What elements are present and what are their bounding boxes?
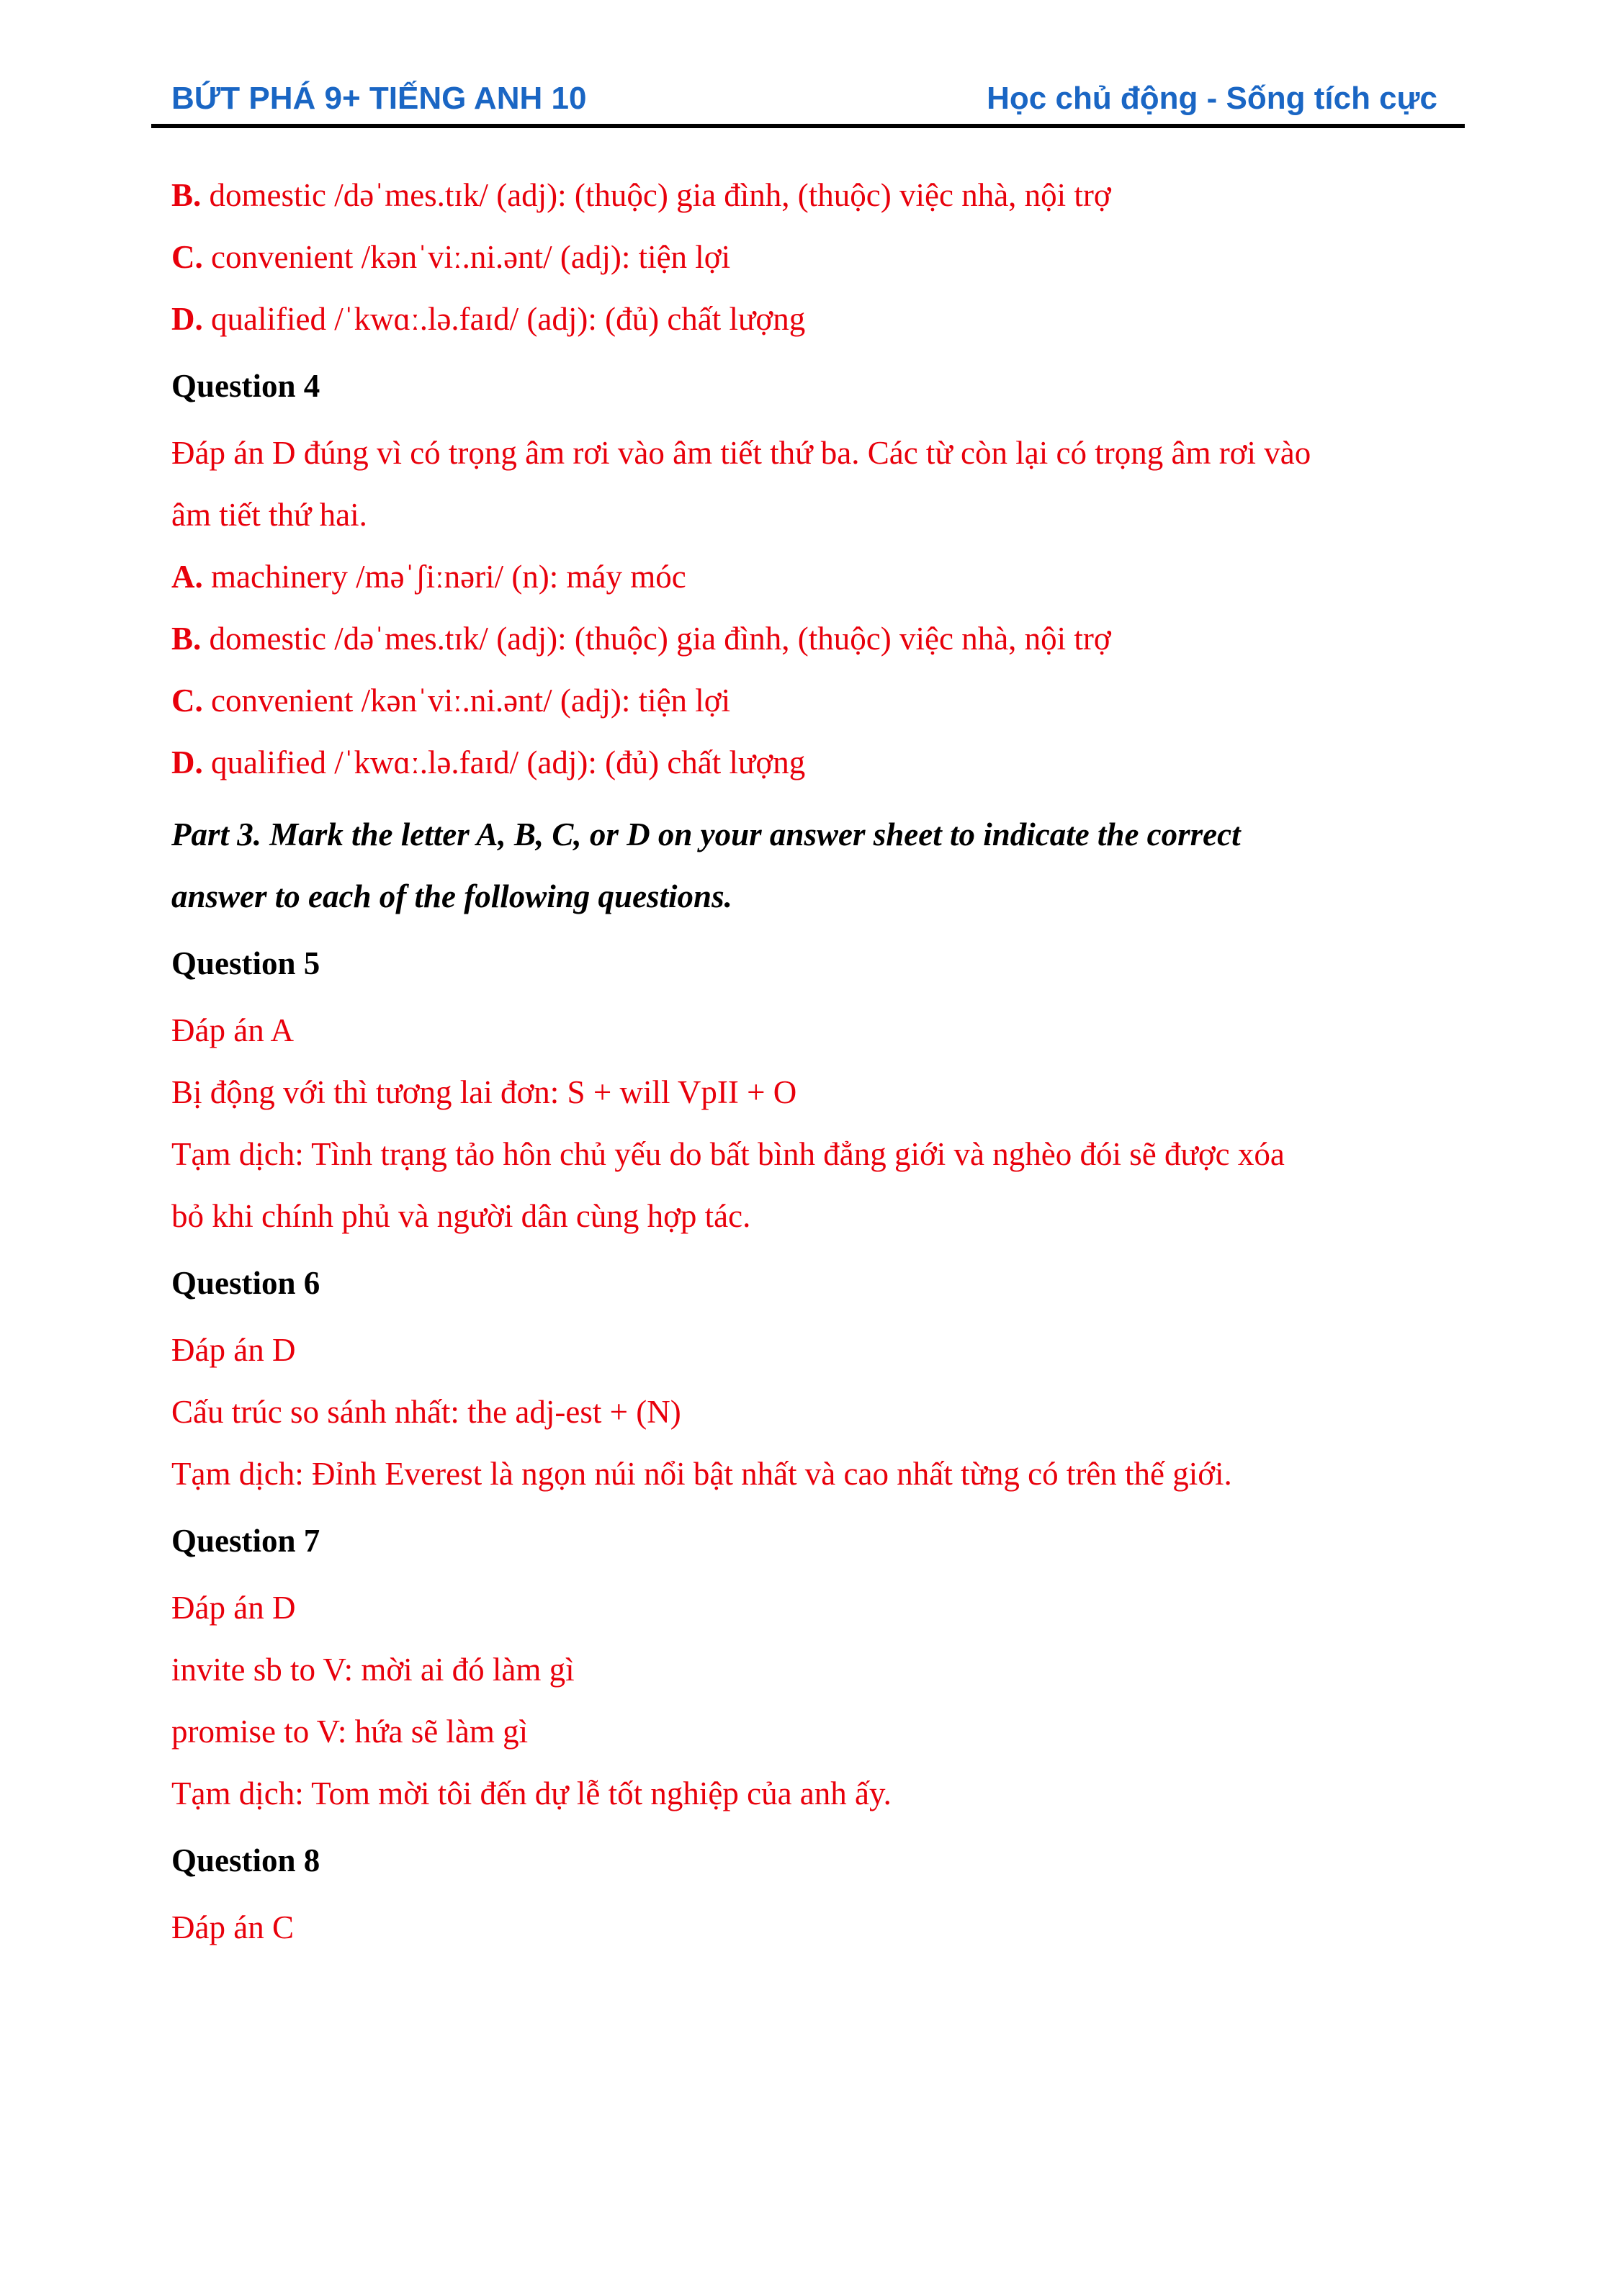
q4-explanation: Đáp án D đúng vì có trọng âm rơi vào âm tiết thứ ba. Các từ còn lại có trọng âm rơi vào — [171, 435, 1311, 471]
option-b: B. domestic /dəˈmes.tɪk/ (adj): (thuộc) gia đình, (thuộc) việc nhà, nội trợ — [171, 177, 1111, 213]
q4-option-c: C. convenient /kənˈviː.ni.ənt/ (adj): tiện lợi — [171, 683, 731, 719]
q7-grammar-invite: invite sb to V: mời ai đó làm gì — [171, 1652, 575, 1688]
question-5-title: Question 5 — [171, 945, 320, 981]
q4-option-d: D. qualified /ˈkwɑː.lə.faɪd/ (adj): (đủ) chất lượng — [171, 744, 806, 780]
part-3-instruction-cont: answer to each of the following questions. — [171, 878, 732, 914]
q5-answer: Đáp án A — [171, 1012, 294, 1048]
q7-answer: Đáp án D — [171, 1590, 296, 1626]
q7-grammar-promise: promise to V: hứa sẽ làm gì — [171, 1714, 529, 1750]
option-d: D. qualified /ˈkwɑː.lə.faɪd/ (adj): (đủ) chất lượng — [171, 301, 806, 337]
q5-grammar: Bị động với thì tương lai đơn: S + will VpII + O — [171, 1074, 797, 1110]
header-slogan: Học chủ động - Sống tích cực — [987, 81, 1437, 116]
q7-translation: Tạm dịch: Tom mời tôi đến dự lễ tốt nghiệp của anh ấy. — [171, 1775, 892, 1811]
q5-translation: Tạm dịch: Tình trạng tảo hôn chủ yếu do bất bình đẳng giới và nghèo đói sẽ được xóa — [171, 1136, 1285, 1172]
question-4-title: Question 4 — [171, 368, 320, 404]
option-c: C. convenient /kənˈviː.ni.ənt/ (adj): tiện lợi — [171, 239, 731, 275]
q4-option-b: B. domestic /dəˈmes.tɪk/ (adj): (thuộc) gia đình, (thuộc) việc nhà, nội trợ — [171, 621, 1111, 657]
document-body — [171, 164, 1446, 1958]
question-8-title: Question 8 — [171, 1842, 320, 1878]
q6-answer: Đáp án D — [171, 1332, 296, 1368]
header-title: BỨT PHÁ 9+ TIẾNG ANH 10 — [171, 81, 587, 116]
q8-answer: Đáp án C — [171, 1909, 294, 1945]
q4-option-a: A. machinery /məˈʃiːnəri/ (n): máy móc — [171, 559, 686, 595]
question-7-title: Question 7 — [171, 1523, 320, 1559]
question-6-title: Question 6 — [171, 1265, 320, 1301]
q5-translation-cont: bỏ khi chính phủ và người dân cùng hợp tác. — [171, 1198, 751, 1234]
part-3-instruction: Part 3. Mark the letter A, B, C, or D on your answer sheet to indicate the correct — [171, 816, 1241, 852]
q6-grammar: Cấu trúc so sánh nhất: the adj-est + (N) — [171, 1394, 681, 1430]
header-divider — [151, 124, 1465, 128]
q6-translation: Tạm dịch: Đỉnh Everest là ngọn núi nổi bật nhất và cao nhất từng có trên thế giới. — [171, 1456, 1232, 1492]
q4-explanation-cont: âm tiết thứ hai. — [171, 497, 367, 533]
page-header — [171, 81, 1437, 124]
